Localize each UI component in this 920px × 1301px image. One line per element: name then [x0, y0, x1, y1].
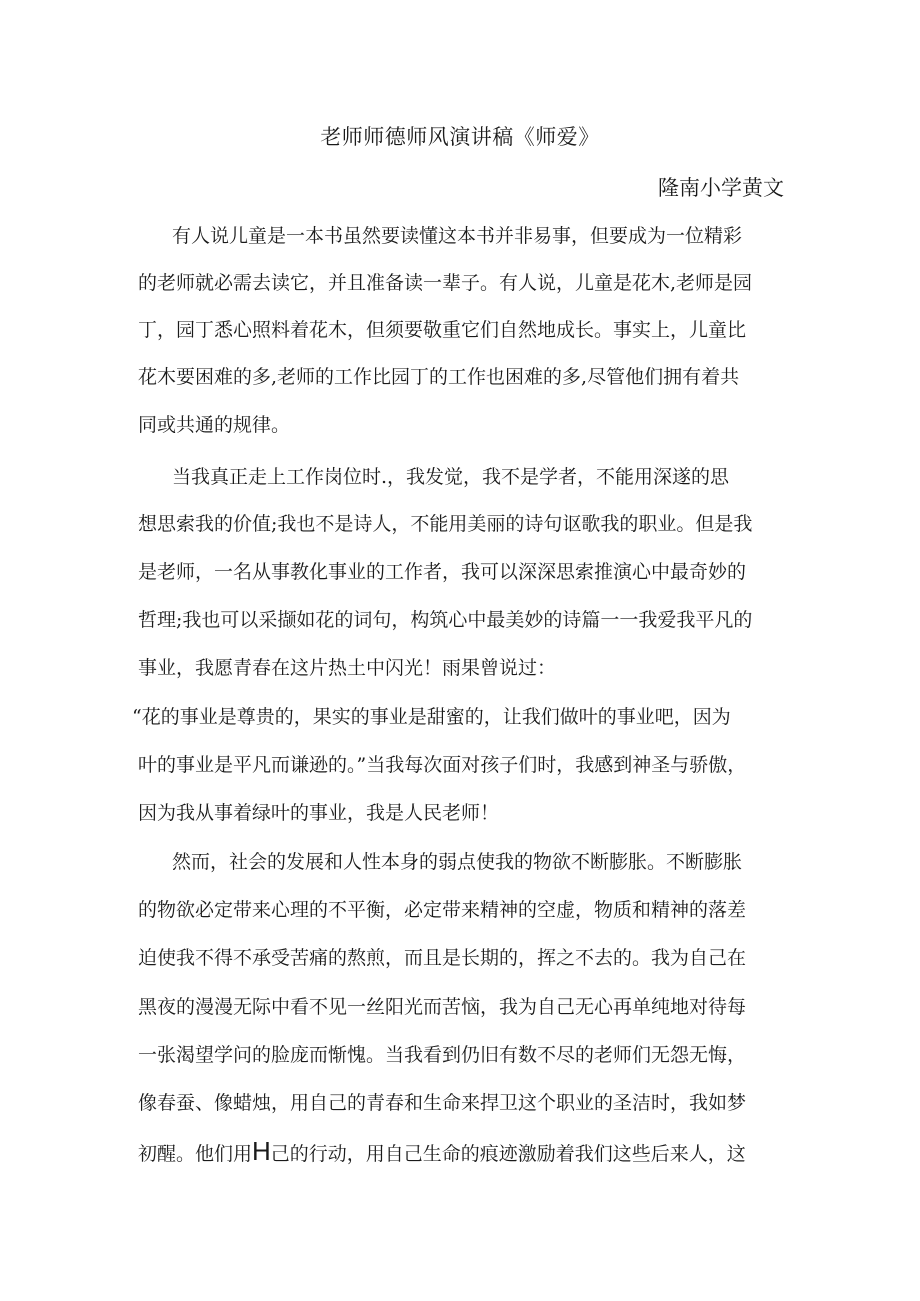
- text-segment: 初醒。他们用: [138, 1143, 253, 1165]
- text-segment-large-char: H: [252, 1136, 271, 1166]
- text-line: 是老师，一名从事教化事业的工作者，我可以深深思索推演心中最奇妙的: [138, 561, 747, 583]
- text-line: 想思索我的价值;我也不是诗人，不能用美丽的诗句讴歌我的职业。但是我: [138, 513, 753, 535]
- text-line: 一张渴望学问的脸庞而惭愧。当我看到仍旧有数不尽的老师们无怨无悔，: [138, 1044, 747, 1066]
- text-line: 黑夜的漫漫无际中看不见一丝阳光而苦恼，我为自己无心再单纯地对待每: [138, 996, 747, 1018]
- text-line: 哲理;我也可以采撷如花的词句，构筑心中最美妙的诗篇一一我爱我平凡的: [138, 609, 753, 631]
- text-line: 的物欲必定带来心理的不平衡，必定带来精神的空虚，物质和精神的落差: [138, 899, 747, 921]
- author-line: 隆南小学黄文: [658, 176, 784, 200]
- text-line-last: [138, 1137, 746, 1168]
- text-line: 花木要困难的多,老师的工作比园丁的工作也困难的多,尽管他们拥有着共: [138, 366, 740, 388]
- text-line: 像春蚕、像蜡烛，用自己的青春和生命来捍卫这个职业的圣洁时，我如梦: [138, 1092, 747, 1114]
- text-line: 因为我从事着绿叶的事业，我是人民老师！: [138, 802, 500, 824]
- text-segment: 己的行动，用自己生命的痕迹激励着我们这些后来人，这: [270, 1143, 746, 1165]
- text-line: 事业，我愿青春在这片热土中闪光！雨果曾说过：: [138, 657, 557, 679]
- text-line: “花的事业是尊贵的，果实的事业是甜蜜的，让我们做叶的事业吧，因为: [132, 706, 731, 728]
- text-line: 当我真正走上工作岗位时.，我发觉，我不是学者，不能用深遂的思: [172, 466, 730, 488]
- text-line: 丁，园丁悉心照料着花木，但须要敬重它们自然地成长。事实上，儿童比: [138, 319, 747, 341]
- text-line: 迫使我不得不承受苦痛的熬煎，而且是长期的，挥之不去的。我为自己在: [138, 947, 747, 969]
- text-line: 然而，社会的发展和人性本身的弱点使我的物欲不断膨胀。不断膨胀: [172, 851, 743, 873]
- text-line: 的老师就必需去读它，并且准备读一辈子。有人说，儿童是花木,老师是园: [138, 272, 753, 294]
- page-title: 老师师德师风演讲稿《师爱》: [320, 125, 600, 149]
- text-line: 叶的事业是平凡而谦逊的。”当我每次面对孩子们时，我感到神圣与骄傲，: [138, 754, 747, 776]
- text-line: 有人说儿童是一本书虽然要读懂这本书并非易事，但要成为一位精彩: [172, 225, 743, 247]
- text-line: 同或共通的规律。: [138, 414, 291, 436]
